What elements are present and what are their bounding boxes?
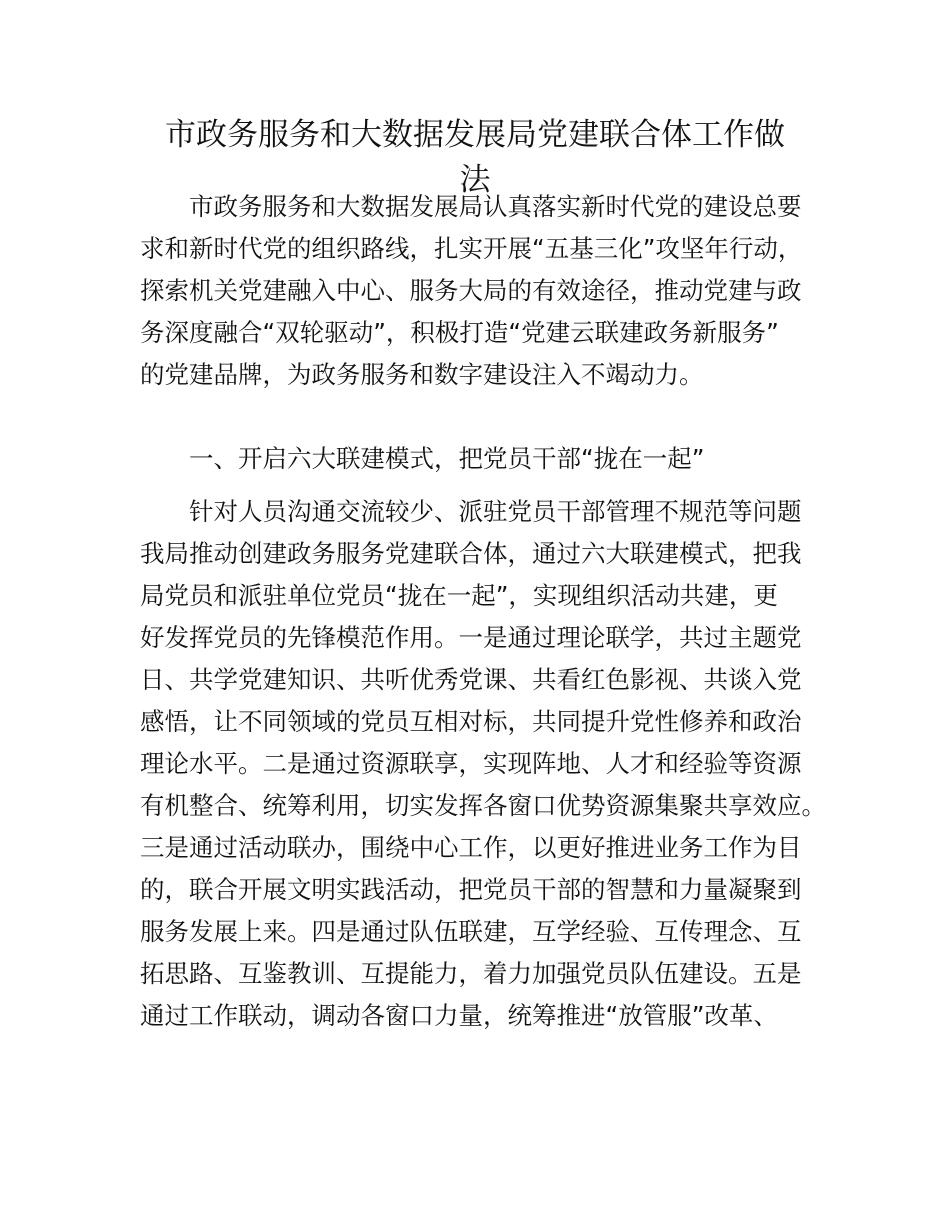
paragraph-line: 拓思路、互鉴教训、互提能力，着力加强党员队伍建设。五是 [140, 959, 802, 988]
paragraph-line: 感悟，让不同领域的党员互相对标，共同提升党性修养和政治 [140, 707, 802, 736]
paragraph-line: 好发挥党员的先锋模范作用。一是通过理论联学，共过主题党 [140, 623, 802, 652]
paragraph-line: 通过工作联动，调动各窗口力量，统筹推进“放管服”改革、 [140, 1001, 778, 1030]
paragraph-line: 市政务服务和大数据发展局认真落实新时代党的建设总要 [189, 192, 802, 221]
paragraph-intro [140, 186, 840, 396]
section-heading-1 [140, 438, 840, 480]
section-heading-text: 一、开启六大联建模式，把党员干部“拢在一起” [189, 444, 705, 473]
paragraph-line: 求和新时代党的组织路线，扎实开展“五基三化”攻坚年行动， [140, 234, 803, 263]
paragraph-line: 的，联合开展文明实践活动，把党员干部的智慧和力量凝聚到 [140, 875, 802, 904]
paragraph-line: 服务发展上来。四是通过队伍联建，互学经验、互传理念、互 [140, 917, 802, 946]
document-title-line-1: 市政务服务和大数据发展局党建联合体工作做 [165, 117, 785, 153]
paragraph-line: 的党建品牌，为政务服务和数字建设注入不竭动力。 [140, 360, 704, 389]
paragraph-line: 日、共学党建知识、共听优秀党课、共看红色影视、共谈入党 [140, 665, 802, 694]
paragraph-line: 局党员和派驻单位党员“拢在一起”，实现组织活动共建，更 [140, 581, 778, 610]
paragraph-line: 务深度融合“双轮驱动”，积极打造“党建云联建政务新服务” [140, 318, 779, 347]
paragraph-line: 三是通过活动联办，围绕中心工作，以更好推进业务工作为目 [140, 833, 802, 862]
document-title-line-2: 法 [459, 162, 491, 198]
paragraph-line: 有机整合、统筹利用，切实发挥各窗口优势资源集聚共享效应。 [140, 791, 826, 820]
paragraph-line: 针对人员沟通交流较少、派驻党员干部管理不规范等问题 [189, 497, 802, 526]
paragraph-line: 理论水平。二是通过资源联享，实现阵地、人才和经验等资源 [140, 749, 802, 778]
paragraph-line: 探索机关党建融入中心、服务大局的有效途径，推动党建与政 [140, 276, 802, 305]
paragraph-line: 我局推动创建政务服务党建联合体，通过六大联建模式，把我 [140, 539, 802, 568]
paragraph-section-1 [140, 491, 840, 1037]
